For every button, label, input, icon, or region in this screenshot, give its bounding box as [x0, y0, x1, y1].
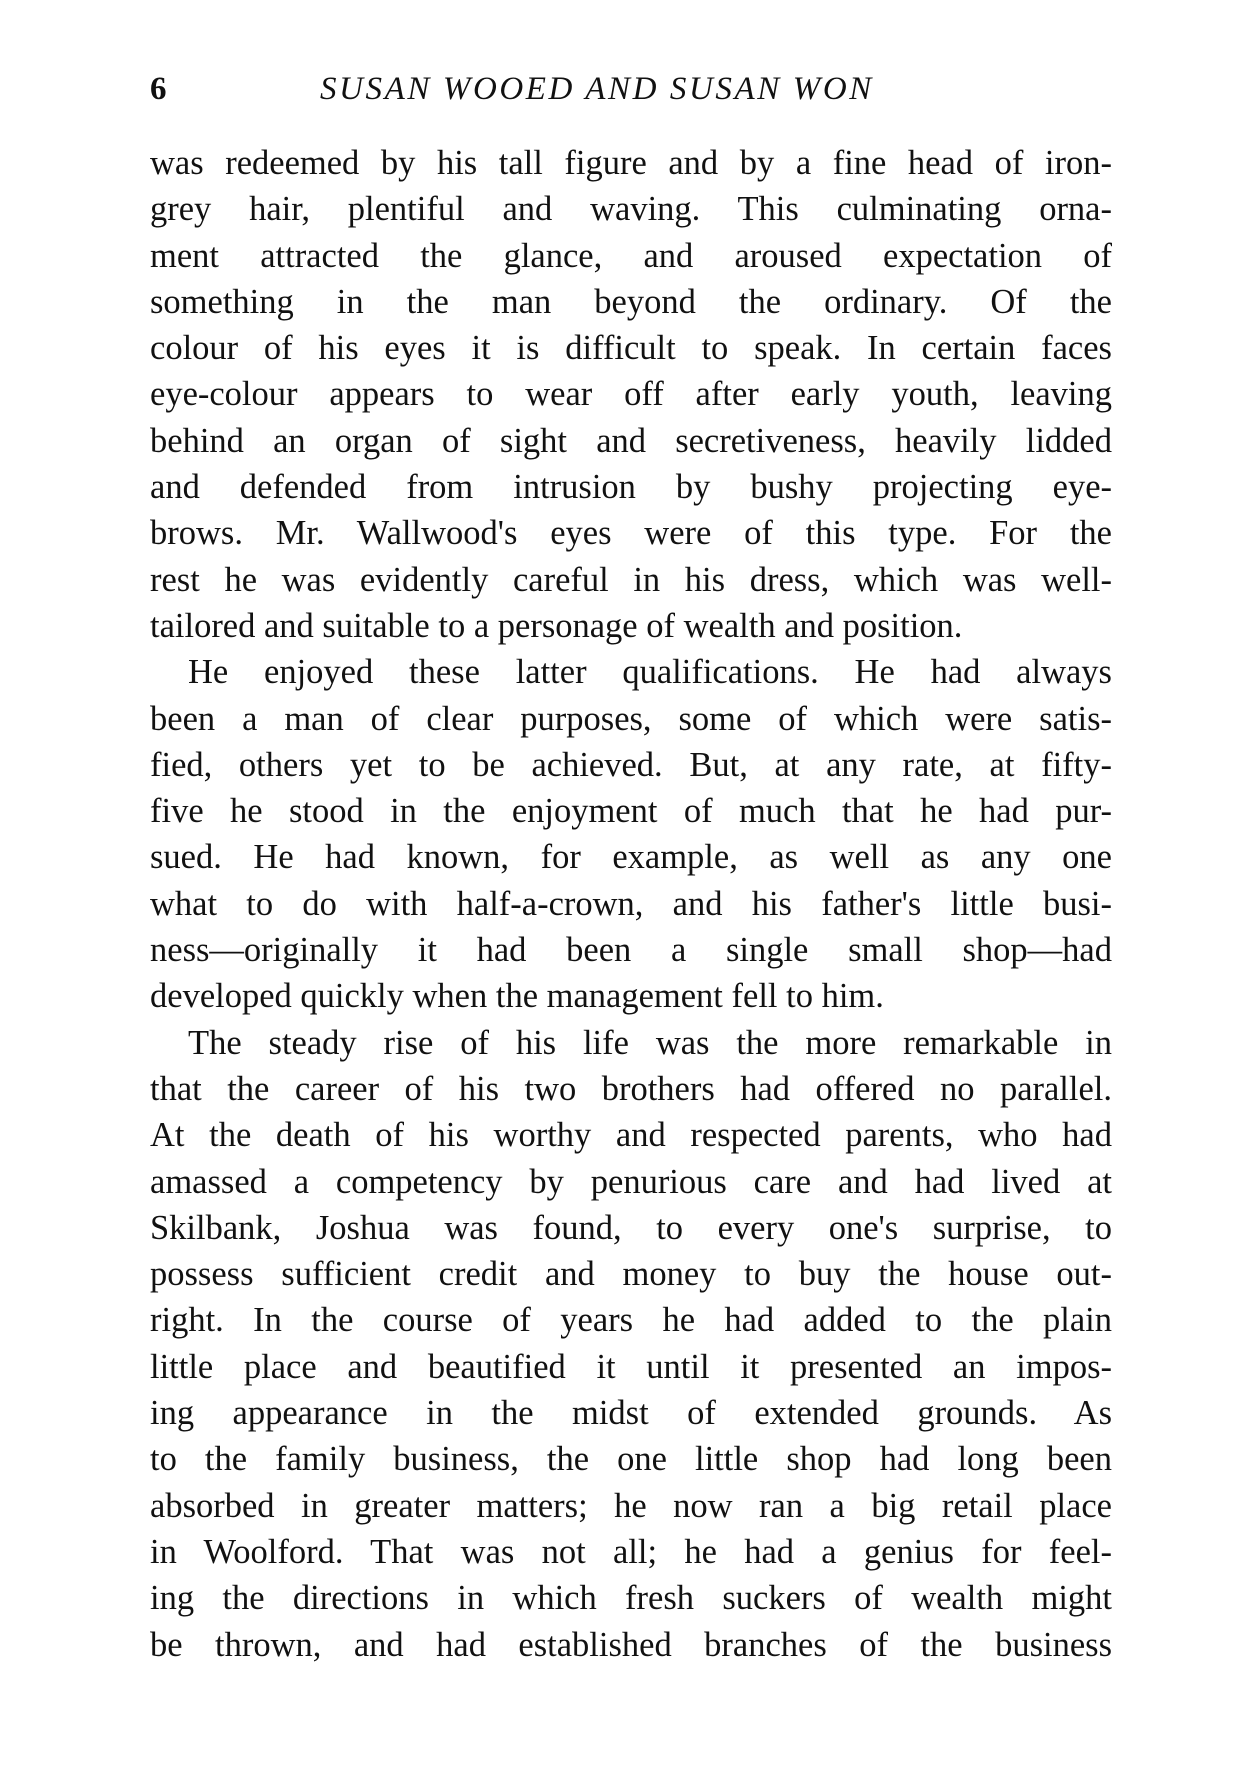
- text-line: be thrown, and had established branches of the business: [150, 1625, 1112, 1664]
- text-line: something in the man beyond the ordinary. Of the: [150, 282, 1112, 321]
- running-head: [150, 66, 1112, 112]
- paragraph-1: [150, 140, 1112, 649]
- text-line: behind an organ of sight and secretiveness, heavily lidded: [150, 421, 1112, 460]
- text-line: little place and beautified it until it presented an impos-: [150, 1347, 1112, 1386]
- text-line: developed quickly when the management fell to him.: [150, 977, 884, 1016]
- text-line: ness—originally it had been a single small shop—had: [150, 931, 1112, 970]
- text-line: was redeemed by his tall figure and by a fine head of iron-: [150, 144, 1112, 182]
- book-title: SUSAN WOOED AND SUSAN WON: [320, 71, 874, 107]
- text-line: right. In the course of years he had added to the plain: [150, 1301, 1112, 1340]
- text-line: At the death of his worthy and respected parents, who had: [150, 1116, 1112, 1155]
- paragraph-2: [150, 649, 1112, 1019]
- text-line: He enjoyed these latter qualifications. He had always: [188, 653, 1112, 692]
- text-line: ment attracted the glance, and aroused expectation of: [150, 236, 1112, 275]
- text-line: to the family business, the one little shop had long been: [150, 1440, 1112, 1479]
- text-line: and defended from intrusion by bushy projecting eye-: [150, 468, 1112, 507]
- text-line: rest he was evidently careful in his dress, which was well-: [150, 560, 1112, 599]
- text-line: possess sufficient credit and money to buy the house out-: [150, 1255, 1112, 1294]
- page-number: 6: [150, 71, 167, 107]
- text-line: eye-colour appears to wear off after early youth, leaving: [150, 375, 1112, 414]
- text-line: in Woolford. That was not all; he had a genius for feel-: [150, 1532, 1112, 1571]
- text-line: tailored and suitable to a personage of wealth and position.: [150, 606, 963, 645]
- text-line: five he stood in the enjoyment of much that he had pur-: [150, 792, 1112, 831]
- text-line: grey hair, plentiful and waving. This culminating orna-: [150, 190, 1112, 229]
- text-line: been a man of clear purposes, some of which were satis-: [150, 699, 1112, 738]
- text-line: amassed a competency by penurious care and had lived at: [150, 1162, 1112, 1201]
- text-line: The steady rise of his life was the more remarkable in: [188, 1023, 1112, 1062]
- text-line: colour of his eyes it is difficult to speak. In certain faces: [150, 329, 1112, 368]
- body-text: [150, 140, 1112, 1668]
- text-line: brows. Mr. Wallwood's eyes were of this type. For the: [150, 514, 1112, 553]
- text-line: that the career of his two brothers had offered no parallel.: [150, 1069, 1112, 1108]
- text-line: what to do with half-a-crown, and his father's little busi-: [150, 884, 1112, 923]
- text-line: sued. He had known, for example, as well as any one: [150, 838, 1112, 877]
- text-line: Skilbank, Joshua was found, to every one's surprise, to: [150, 1208, 1112, 1247]
- text-line: absorbed in greater matters; he now ran a big retail place: [150, 1486, 1112, 1525]
- text-line: ing appearance in the midst of extended grounds. As: [150, 1394, 1112, 1433]
- text-line: ing the directions in which fresh suckers of wealth might: [150, 1579, 1112, 1618]
- paragraph-3: [150, 1020, 1112, 1668]
- text-line: fied, others yet to be achieved. But, at any rate, at fifty-: [150, 745, 1112, 784]
